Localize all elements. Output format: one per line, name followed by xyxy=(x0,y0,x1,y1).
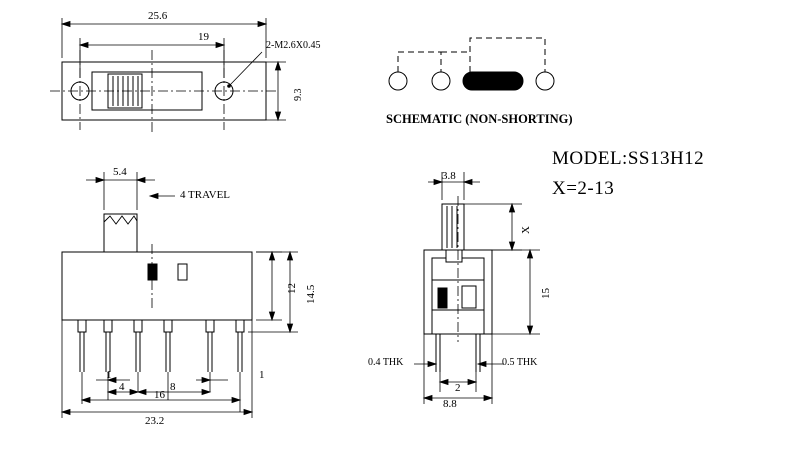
dim-label-1-left: 1 xyxy=(106,369,112,381)
schematic-slider xyxy=(463,72,523,90)
dim-label-5-4: 5.4 xyxy=(113,166,127,178)
front-view-pins xyxy=(78,320,244,372)
front-view-actuator xyxy=(104,214,137,252)
leader-m26 xyxy=(229,52,262,86)
thk-label-left: 0.4 THK xyxy=(368,357,404,368)
dim-label-1-right: 1 xyxy=(259,369,265,381)
schematic-terminal-2 xyxy=(432,72,450,90)
front-view-body xyxy=(62,252,252,320)
note-travel: 4 TRAVEL xyxy=(180,189,231,201)
dim-label-4: 4 xyxy=(119,381,125,393)
schematic-caption: SCHEMATIC (NON-SHORTING) xyxy=(386,112,573,126)
dim-label-16: 16 xyxy=(154,389,165,401)
side-view-actuator xyxy=(442,204,464,250)
dim-label-8-8: 8.8 xyxy=(443,398,457,410)
dim-label-8: 8 xyxy=(170,381,176,393)
schematic-terminal-1 xyxy=(389,72,407,90)
dim-label-14-5: 14.5 xyxy=(305,284,317,304)
side-pin-left xyxy=(436,334,440,372)
dim-label-25-6: 25.6 xyxy=(148,10,168,22)
schematic-terminal-4 xyxy=(536,72,554,90)
dim-label-15: 15 xyxy=(540,288,552,299)
schematic-link-a xyxy=(398,52,441,72)
side-pin-right xyxy=(476,334,480,372)
model-title-line-1: MODEL:SS13H12 xyxy=(552,148,705,169)
dim-label-9-3: 9.3 xyxy=(293,88,304,101)
dim-label-19: 19 xyxy=(198,31,209,43)
dim-label-12: 12 xyxy=(286,283,298,294)
model-title-line-2: X=2-13 xyxy=(552,178,615,199)
dim-label-x: X xyxy=(520,226,532,234)
dim-label-2: 2 xyxy=(455,382,461,394)
callout-label-m26: 2-M2.6X0.45 xyxy=(266,40,321,51)
dim-label-3-8: 3.8 xyxy=(442,170,456,182)
dim-label-23-2: 23.2 xyxy=(145,415,165,427)
schematic-link-b xyxy=(470,38,545,72)
thk-label-right: 0.5 THK xyxy=(502,357,538,368)
